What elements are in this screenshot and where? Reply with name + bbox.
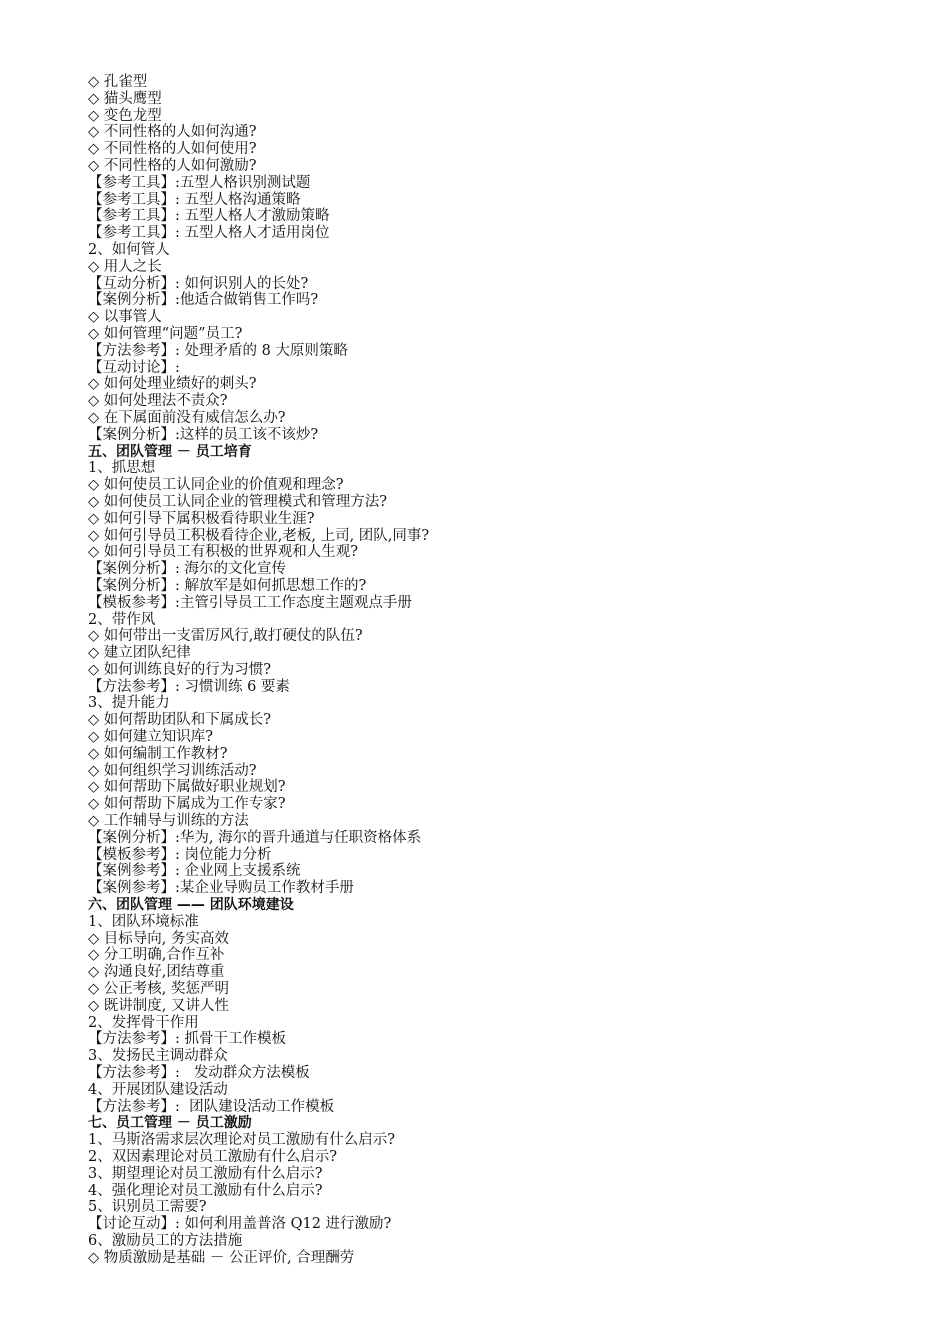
- reference-note: 【模板参考】:主管引导员工工作态度主题观点手册: [88, 594, 412, 611]
- numbered-subsection: 2、带作风: [88, 611, 156, 628]
- bullet-item: ◇ 公正考核, 奖惩严明: [88, 981, 229, 998]
- numbered-subsection: 2、如何管人: [88, 241, 170, 258]
- numbered-subsection: 4、强化理论对员工激励有什么启示?: [88, 1182, 323, 1199]
- bullet-item: ◇ 如何引导员工有积极的世界观和人生观?: [88, 544, 359, 561]
- bullet-item: ◇ 如何建立知识库?: [88, 729, 214, 746]
- reference-note: 【方法参考】: 发动群众方法模板: [88, 1065, 310, 1082]
- bullet-item: ◇ 变色龙型: [88, 107, 162, 124]
- reference-note: 【方法参考】: 习惯训练 6 要素: [88, 678, 290, 695]
- reference-note: 【参考工具】: 五型人格人才激励策略: [88, 208, 330, 225]
- numbered-subsection: 1、马斯洛需求层次理论对员工激励有什么启示?: [88, 1132, 395, 1149]
- numbered-subsection: 5、识别员工需要?: [88, 1199, 207, 1216]
- bullet-item: ◇ 如何管理“问题”员工?: [88, 325, 243, 342]
- bullet-item: ◇ 分工明确,合作互补: [88, 947, 225, 964]
- bullet-item: ◇ 如何带出一支雷厉风行,敢打硬仗的队伍?: [88, 628, 363, 645]
- numbered-subsection: 1、抓思想: [88, 460, 156, 477]
- reference-note: 【模板参考】: 岗位能力分析: [88, 846, 272, 863]
- bullet-item: ◇ 如何帮助下属做好职业规划?: [88, 779, 286, 796]
- reference-note: 【互动讨论】:: [88, 359, 180, 376]
- bullet-item: ◇ 如何引导下属积极看待职业生涯?: [88, 510, 315, 527]
- reference-note: 【参考工具】: 五型人格人才适用岗位: [88, 225, 330, 242]
- bullet-item: ◇ 如何编制工作教材?: [88, 745, 228, 762]
- bullet-item: ◇ 在下属面前没有威信怎么办?: [88, 409, 286, 426]
- bullet-item: ◇ 如何帮助团队和下属成长?: [88, 712, 272, 729]
- reference-note: 【案例分析】: 解放军是如何抓思想工作的?: [88, 577, 367, 594]
- bullet-item: ◇ 如何处理业绩好的刺头?: [88, 376, 257, 393]
- reference-note: 【方法参考】: 抓骨干工作模板: [88, 1031, 286, 1048]
- reference-note: 【参考工具】: 五型人格沟通策略: [88, 191, 301, 208]
- reference-note: 【案例参考】:某企业导购员工作教材手册: [88, 880, 354, 897]
- numbered-subsection: 1、团队环境标准: [88, 913, 199, 930]
- bullet-item: ◇ 如何处理法不责众?: [88, 393, 228, 410]
- section-heading: 七、员工管理 － 员工激励: [88, 1115, 252, 1132]
- bullet-item: ◇ 孔雀型: [88, 74, 148, 90]
- bullet-item: ◇ 如何组织学习训练活动?: [88, 762, 257, 779]
- section-heading: 六、团队管理 —— 团队环境建设: [88, 897, 294, 914]
- reference-note: 【讨论互动】: 如何利用盖普洛 Q12 进行激励?: [88, 1216, 392, 1233]
- bullet-item: ◇ 工作辅导与训练的方法: [88, 813, 249, 830]
- numbered-subsection: 3、提升能力: [88, 695, 170, 712]
- numbered-subsection: 2、发挥骨干作用: [88, 1014, 199, 1031]
- bullet-item: ◇ 如何使员工认同企业的价值观和理念?: [88, 477, 344, 494]
- bullet-item: ◇ 不同性格的人如何沟通?: [88, 124, 257, 141]
- bullet-item: ◇ 如何帮助下属成为工作专家?: [88, 796, 286, 813]
- numbered-subsection: 3、发扬民主调动群众: [88, 1048, 228, 1065]
- reference-note: 【案例分析】: 海尔的文化宣传: [88, 561, 286, 578]
- numbered-subsection: 2、双因素理论对员工激励有什么启示?: [88, 1149, 337, 1165]
- reference-note: 【方法参考】: 处理矛盾的 8 大原则策略: [88, 342, 348, 359]
- bullet-item: ◇ 不同性格的人如何激励?: [88, 157, 257, 174]
- bullet-item: ◇ 目标导向, 务实高效: [88, 930, 229, 947]
- bullet-item: ◇ 猫头鹰型: [88, 90, 162, 107]
- reference-note: 【参考工具】:五型人格识别测试题: [88, 174, 311, 191]
- bullet-item: ◇ 以事管人: [88, 309, 162, 326]
- reference-note: 【案例分析】:他适合做销售工作吗?: [88, 292, 319, 309]
- reference-note: 【案例分析】:华为, 海尔的晋升通道与任职资格体系: [88, 829, 422, 846]
- numbered-subsection: 3、期望理论对员工激励有什么启示?: [88, 1165, 323, 1182]
- numbered-subsection: 4、开展团队建设活动: [88, 1081, 228, 1098]
- bullet-item: ◇ 如何使员工认同企业的管理模式和管理方法?: [88, 493, 388, 510]
- reference-note: 【互动分析】: 如何识别人的长处?: [88, 275, 309, 292]
- bullet-item: ◇ 如何训练良好的行为习惯?: [88, 661, 272, 678]
- bullet-item: ◇ 既讲制度, 又讲人性: [88, 997, 229, 1014]
- bullet-item: ◇ 物质激励是基础 － 公正评价, 合理酬劳: [88, 1249, 355, 1266]
- bullet-item: ◇ 建立团队纪律: [88, 645, 191, 662]
- document-body: [88, 74, 908, 1267]
- reference-note: 【案例参考】: 企业网上支援系统: [88, 863, 301, 880]
- numbered-subsection: 6、激励员工的方法措施: [88, 1232, 243, 1249]
- reference-note: 【方法参考】: 团队建设活动工作模板: [88, 1098, 335, 1115]
- bullet-item: ◇ 不同性格的人如何使用?: [88, 141, 257, 158]
- section-heading: 五、团队管理 － 员工培育: [88, 443, 252, 460]
- reference-note: 【案例分析】:这样的员工该不该炒?: [88, 426, 319, 443]
- bullet-item: ◇ 如何引导员工积极看待企业,老板, 上司, 团队,同事?: [88, 527, 430, 544]
- bullet-item: ◇ 沟通良好,团结尊重: [88, 964, 225, 981]
- bullet-item: ◇ 用人之长: [88, 258, 162, 275]
